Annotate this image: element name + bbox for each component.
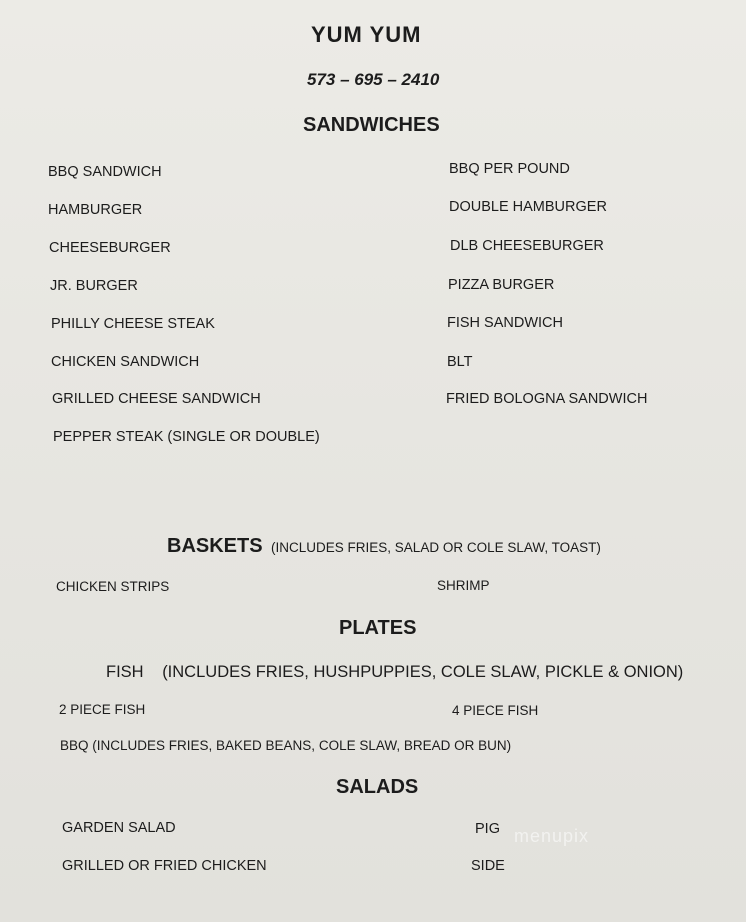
sandwich-item: JR. BURGER [50, 278, 138, 294]
sandwich-item: FISH SANDWICH [447, 315, 563, 331]
fish-plate-note: (INCLUDES FRIES, HUSHPUPPIES, COLE SLAW, PICKLE & ONION) [162, 663, 684, 681]
baskets-header [167, 535, 601, 558]
plates-heading: PLATES [339, 617, 417, 639]
salad-item: GARDEN SALAD [62, 820, 176, 836]
sandwich-item: BBQ SANDWICH [48, 164, 162, 180]
fish-plate-line [106, 663, 683, 682]
sandwich-item: DLB CHEESEBURGER [450, 238, 604, 254]
sandwich-item: BBQ PER POUND [449, 161, 570, 177]
sandwich-item: BLT [447, 354, 473, 370]
restaurant-name: YUM YUM [311, 22, 422, 47]
salad-item: PIG [475, 821, 500, 837]
watermark: menupix [514, 826, 590, 846]
salad-item: SIDE [471, 858, 505, 874]
plate-item: 2 PIECE FISH [59, 702, 146, 717]
sandwich-item: FRIED BOLOGNA SANDWICH [446, 391, 648, 407]
sandwich-item: CHICKEN SANDWICH [51, 354, 200, 370]
salad-item: GRILLED OR FRIED CHICKEN [62, 858, 267, 874]
sandwich-item: PHILLY CHEESE STEAK [51, 316, 215, 332]
sandwich-item: CHEESEBURGER [49, 240, 171, 256]
phone-number: 573 – 695 – 2410 [307, 70, 440, 89]
sandwich-item: PIZZA BURGER [448, 277, 555, 293]
salads-heading: SALADS [336, 776, 419, 798]
sandwiches-heading: SANDWICHES [303, 114, 440, 136]
basket-item: SHRIMP [437, 578, 490, 593]
baskets-note: (INCLUDES FRIES, SALAD OR COLE SLAW, TOAST) [271, 540, 601, 555]
basket-item: CHICKEN STRIPS [56, 579, 170, 594]
baskets-heading: BASKETS [167, 535, 263, 557]
sandwich-item: DOUBLE HAMBURGER [449, 199, 607, 215]
bbq-plate-line: BBQ (INCLUDES FRIES, BAKED BEANS, COLE SLAW, BREAD OR BUN) [60, 738, 512, 753]
sandwich-item: HAMBURGER [48, 202, 143, 218]
plate-item: 4 PIECE FISH [452, 703, 539, 718]
sandwich-item: GRILLED CHEESE SANDWICH [52, 391, 261, 407]
fish-plate-label: FISH [106, 663, 144, 681]
sandwich-item: PEPPER STEAK (SINGLE OR DOUBLE) [53, 429, 320, 445]
